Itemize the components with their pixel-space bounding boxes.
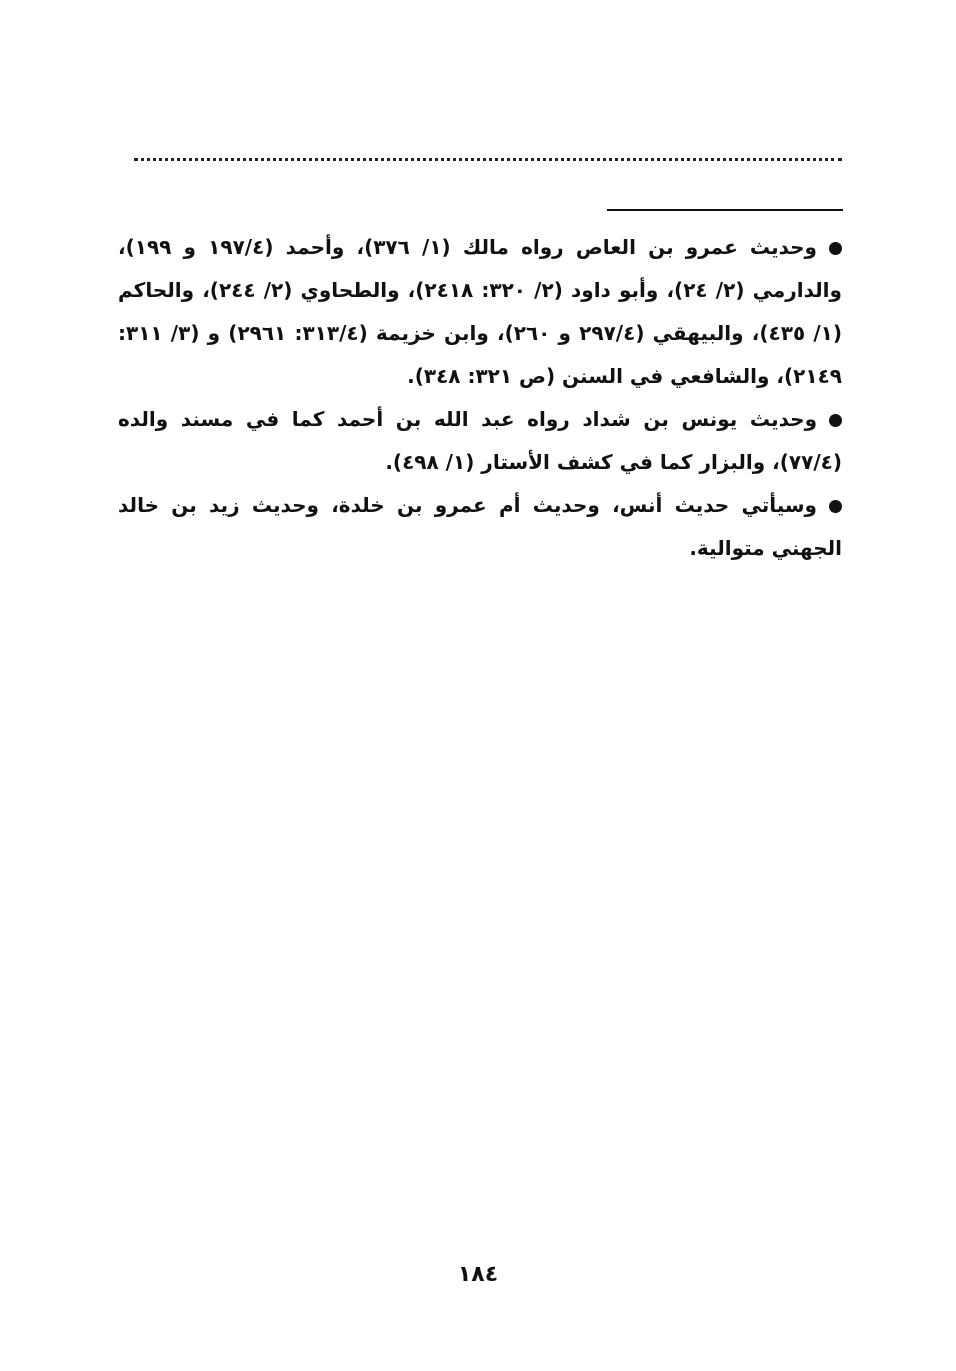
bullet-icon xyxy=(829,242,842,255)
dotted-separator xyxy=(134,158,842,161)
bullet-icon xyxy=(829,500,842,513)
footnote-text: وسيأتي حديث أنس، وحديث أم عمرو بن خلدة، وحديث زيد بن خالد الجهني متوالية. xyxy=(118,493,842,560)
footnote-text: وحديث عمرو بن العاص رواه مالك (١/ ٣٧٦)، وأحمد (١٩٧/٤ و ١٩٩)، والدارمي (٢/ ٢٤)، وأبو داود (٢/ ٣٢٠: ٢٤١٨)، والطحاوي (٢/ ٢٤٤)، والحاكم (١/ ٤٣٥)، والبيهقي (٢٩٧/٤ و ٢٦٠)، وابن خزيمة (٣١٣/٤: ٢٩٦١) و (٣/ ٣١١: ٢١٤٩)، والشافعي في السنن (ص ٣٢١: ٣٤٨). xyxy=(118,235,843,388)
footnote-3 xyxy=(118,484,842,570)
page-number: ١٨٤ xyxy=(457,1262,499,1287)
footnote-2 xyxy=(118,398,842,484)
footnote-1 xyxy=(118,226,842,398)
footnotes xyxy=(118,226,842,570)
footnote-text: وحديث يونس بن شداد رواه عبد الله بن أحمد كما في مسند والده (٧٧/٤)، والبزار كما في كشف الأستار (١/ ٤٩٨). xyxy=(118,407,842,474)
bullet-icon xyxy=(829,414,842,427)
footnote-rule xyxy=(607,209,843,211)
